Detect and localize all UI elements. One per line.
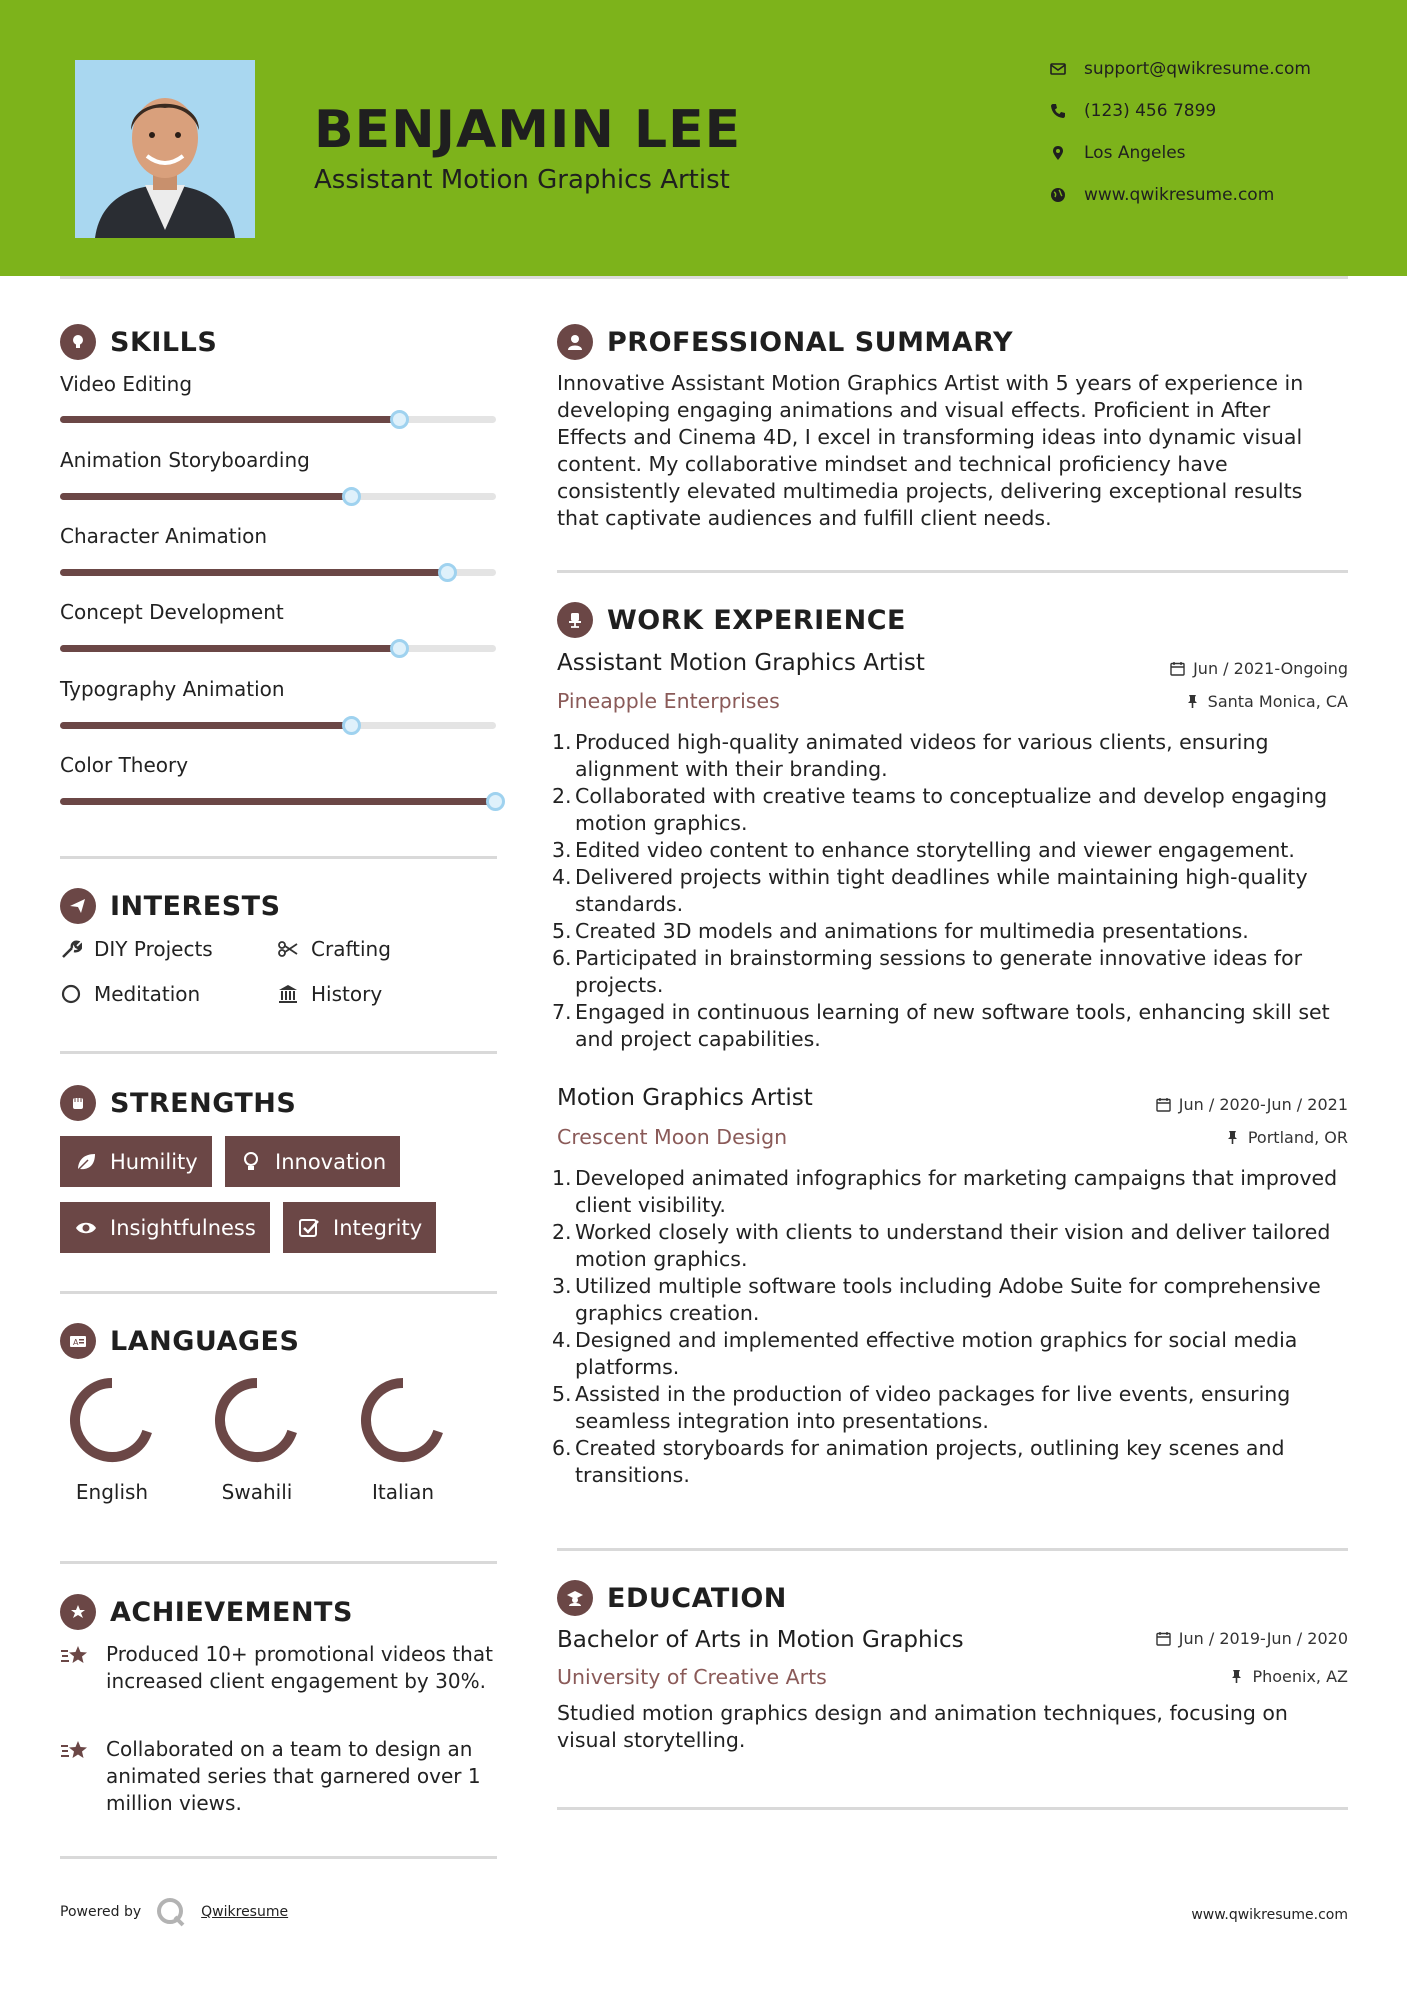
job-bullet: 4. Delivered projects within tight deadlines while maintaining high-quality standards. bbox=[552, 865, 1308, 916]
skill-bar bbox=[60, 569, 496, 576]
job-bullets bbox=[552, 729, 1347, 1053]
lightbulb-icon bbox=[60, 324, 96, 360]
skill-bar-fill bbox=[60, 798, 496, 805]
paper-plane-icon bbox=[60, 888, 96, 924]
job-bullets bbox=[552, 1165, 1347, 1489]
language-item bbox=[192, 1370, 322, 1504]
interest-label: Crafting bbox=[311, 937, 391, 961]
fist-icon bbox=[60, 1085, 96, 1121]
profile-photo bbox=[75, 60, 255, 238]
job-location-text: Portland, OR bbox=[1247, 1128, 1348, 1147]
skill-label: Character Animation bbox=[60, 524, 268, 548]
languages-title: LANGUAGES bbox=[110, 1325, 300, 1357]
skills-title: SKILLS bbox=[110, 326, 218, 358]
summary-title: PROFESSIONAL SUMMARY bbox=[607, 326, 1014, 358]
skill-bar-fill bbox=[60, 645, 400, 652]
strength-label: Integrity bbox=[333, 1215, 423, 1240]
section-divider bbox=[557, 1807, 1348, 1810]
job-bullet: 5. Assisted in the production of video packages for live events, ensuring seamless integration into presentations. bbox=[552, 1382, 1291, 1433]
candidate-name: BENJAMIN LEE bbox=[314, 100, 742, 160]
company-name: Crescent Moon Design bbox=[557, 1125, 788, 1149]
skill-bar bbox=[60, 798, 496, 805]
experience-heading bbox=[557, 602, 906, 638]
interests-heading bbox=[60, 888, 281, 924]
calendar-icon bbox=[1170, 661, 1185, 676]
skills-heading bbox=[60, 324, 217, 360]
calendar-icon bbox=[1156, 1097, 1171, 1112]
pushpin-icon bbox=[1229, 1669, 1244, 1684]
achievement-item bbox=[60, 1736, 500, 1817]
language-item bbox=[47, 1370, 177, 1504]
candidate-title: Assistant Motion Graphics Artist bbox=[314, 165, 730, 195]
wrench-icon bbox=[60, 938, 82, 960]
contact-phone[interactable] bbox=[1050, 101, 1216, 121]
section-divider bbox=[60, 1856, 497, 1859]
strengths-heading bbox=[60, 1085, 296, 1121]
qwikresume-logo-icon bbox=[155, 1896, 187, 1928]
education-description: Studied motion graphics design and animation techniques, focusing on visual storytelling. bbox=[557, 1701, 1288, 1752]
leaf-icon bbox=[74, 1150, 98, 1174]
skill-label: Typography Animation bbox=[60, 677, 285, 701]
circle-icon bbox=[60, 983, 82, 1005]
phone-icon bbox=[1050, 103, 1066, 119]
section-divider bbox=[60, 856, 497, 859]
globe-icon bbox=[1050, 187, 1066, 203]
job-bullet: 2. Worked closely with clients to understand their vision and deliver tailored motion graphics. bbox=[552, 1220, 1331, 1271]
job-title: Motion Graphics Artist bbox=[557, 1085, 813, 1111]
skill-bar-fill bbox=[60, 569, 448, 576]
strength-badge bbox=[60, 1136, 212, 1187]
interest-label: History bbox=[311, 982, 383, 1006]
achievement-text: Collaborated on a team to design an animated series that garnered over 1 million views. bbox=[106, 1737, 481, 1815]
shooting-star-icon bbox=[60, 1738, 92, 1764]
skill-label: Animation Storyboarding bbox=[60, 448, 310, 472]
strength-badge bbox=[225, 1136, 400, 1187]
summary-heading bbox=[557, 324, 1013, 360]
company-name: Pineapple Enterprises bbox=[557, 689, 780, 713]
strength-label: Humility bbox=[110, 1149, 198, 1174]
interest-item bbox=[60, 937, 213, 961]
header-divider bbox=[60, 276, 1348, 279]
contact-email[interactable] bbox=[1050, 59, 1311, 79]
strength-badge bbox=[283, 1202, 436, 1253]
school-name: University of Creative Arts bbox=[557, 1665, 827, 1689]
envelope-icon bbox=[1050, 61, 1066, 77]
scissors-icon bbox=[277, 938, 299, 960]
graduate-icon bbox=[557, 1580, 593, 1616]
skill-bar-knob bbox=[486, 792, 505, 811]
language-label: English bbox=[75, 1480, 149, 1504]
job-bullet: 6. Participated in brainstorming sessions to generate innovative ideas for projects. bbox=[552, 946, 1303, 997]
job-bullet: 3. Utilized multiple software tools including Adobe Suite for comprehensive graphics creation. bbox=[552, 1274, 1321, 1325]
map-pin-icon bbox=[1050, 145, 1066, 161]
lightbulb-icon bbox=[239, 1150, 263, 1174]
interest-item bbox=[277, 937, 391, 961]
language-ring-arc bbox=[75, 1383, 147, 1457]
interest-item bbox=[60, 982, 200, 1006]
job-bullet: 3. Edited video content to enhance storytelling and viewer engagement. bbox=[552, 838, 1295, 862]
job-dates bbox=[1170, 659, 1348, 678]
section-divider bbox=[60, 1291, 497, 1294]
section-divider bbox=[557, 570, 1348, 573]
interest-label: Meditation bbox=[94, 982, 201, 1006]
interest-item bbox=[277, 982, 382, 1006]
qwikresume-link[interactable]: Qwikresume bbox=[201, 1904, 289, 1920]
summary-text: Innovative Assistant Motion Graphics Artist with 5 years of experience in developing engaging animations and visual effects. Proficient in After Effects and Cinema 4D, I excel in transforming ideas into dynamic visual content. My collaborative mindset and technical proficiency have consistently elevated multimedia projects, delivering exceptional results that captivate audiences and fulfill client needs. bbox=[557, 371, 1304, 530]
strength-label: Insightfulness bbox=[110, 1215, 256, 1240]
contact-website-text: www.qwikresume.com bbox=[1084, 185, 1275, 205]
achievements-heading bbox=[60, 1594, 353, 1630]
language-ring bbox=[207, 1370, 307, 1470]
skill-bar-knob bbox=[390, 410, 409, 429]
skill-bar bbox=[60, 416, 496, 423]
education-heading bbox=[557, 1580, 787, 1616]
language-label: Italian bbox=[371, 1480, 435, 1504]
skill-bar-knob bbox=[390, 639, 409, 658]
skill-bar-knob bbox=[342, 716, 361, 735]
skill-bar bbox=[60, 493, 496, 500]
education-location-text: Phoenix, AZ bbox=[1252, 1667, 1348, 1686]
job-dates-text: Jun / 2021-Ongoing bbox=[1193, 659, 1348, 678]
education-location bbox=[1229, 1667, 1348, 1686]
experience-title: WORK EXPERIENCE bbox=[607, 604, 906, 636]
strength-badge bbox=[60, 1202, 270, 1253]
language-ring-arc bbox=[366, 1383, 438, 1457]
language-ring bbox=[62, 1370, 162, 1470]
job-dates-text: Jun / 2020-Jun / 2021 bbox=[1178, 1095, 1348, 1114]
job-location bbox=[1225, 1128, 1348, 1147]
skill-label: Color Theory bbox=[60, 753, 189, 777]
education-title: EDUCATION bbox=[607, 1582, 787, 1614]
section-divider bbox=[60, 1561, 497, 1564]
achievement-text: Produced 10+ promotional videos that increased client engagement by 30%. bbox=[106, 1642, 493, 1693]
skill-label: Concept Development bbox=[60, 600, 284, 624]
job-location bbox=[1185, 692, 1348, 711]
job-bullet: 1. Developed animated infographics for marketing campaigns that improved client visibility. bbox=[552, 1166, 1338, 1217]
language-card-icon bbox=[60, 1323, 96, 1359]
degree-title: Bachelor of Arts in Motion Graphics bbox=[557, 1627, 964, 1653]
skill-label: Video Editing bbox=[60, 372, 193, 396]
skill-bar-fill bbox=[60, 722, 352, 729]
skill-bar-knob bbox=[438, 563, 457, 582]
contact-location bbox=[1050, 143, 1186, 163]
contact-website[interactable] bbox=[1050, 185, 1274, 205]
job-bullet: 1. Produced high-quality animated videos for various clients, ensuring alignment with their branding. bbox=[552, 730, 1269, 781]
achievements-title: ACHIEVEMENTS bbox=[110, 1596, 353, 1628]
education-dates-text: Jun / 2019-Jun / 2020 bbox=[1178, 1629, 1348, 1648]
job-dates bbox=[1156, 1095, 1348, 1114]
interests-title: INTERESTS bbox=[110, 890, 281, 922]
calendar-icon bbox=[1156, 1631, 1171, 1646]
footer-website[interactable]: www.qwikresume.com bbox=[1191, 1907, 1348, 1923]
star-badge-icon bbox=[60, 1594, 96, 1630]
section-divider bbox=[60, 1051, 497, 1054]
footer-powered-by bbox=[60, 1896, 288, 1928]
contact-phone-text: (123) 456 7899 bbox=[1084, 101, 1217, 121]
skill-bar-fill bbox=[60, 416, 400, 423]
office-chair-icon bbox=[557, 602, 593, 638]
eye-icon bbox=[74, 1216, 98, 1240]
contact-location-text: Los Angeles bbox=[1084, 143, 1186, 163]
powered-by-label: Powered by bbox=[60, 1904, 142, 1920]
education-dates bbox=[1156, 1629, 1348, 1648]
job-bullet: 2. Collaborated with creative teams to conceptualize and develop engaging motion graphics. bbox=[552, 784, 1328, 835]
job-bullet: 5. Created 3D models and animations for multimedia presentations. bbox=[552, 919, 1249, 943]
pushpin-icon bbox=[1225, 1130, 1240, 1145]
shooting-star-icon bbox=[60, 1643, 92, 1669]
skill-bar-knob bbox=[342, 487, 361, 506]
svg-text:A: A bbox=[73, 1338, 79, 1347]
user-icon bbox=[557, 324, 593, 360]
language-ring bbox=[353, 1370, 453, 1470]
skill-bar-fill bbox=[60, 493, 352, 500]
achievement-item bbox=[60, 1641, 500, 1695]
languages-heading bbox=[60, 1323, 299, 1359]
check-square-icon bbox=[297, 1216, 321, 1240]
job-location-text: Santa Monica, CA bbox=[1207, 692, 1348, 711]
skill-bar bbox=[60, 722, 496, 729]
language-item bbox=[338, 1370, 468, 1504]
institution-icon bbox=[277, 983, 299, 1005]
contact-email-text: support@qwikresume.com bbox=[1084, 59, 1311, 79]
section-divider bbox=[557, 1548, 1348, 1551]
skill-bar bbox=[60, 645, 496, 652]
header-banner bbox=[0, 0, 1407, 276]
strength-label: Innovation bbox=[275, 1149, 387, 1174]
language-ring-arc bbox=[220, 1383, 292, 1457]
language-label: Swahili bbox=[221, 1480, 293, 1504]
interest-label: DIY Projects bbox=[94, 937, 213, 961]
job-bullet: 6. Created storyboards for animation projects, outlining key scenes and transitions. bbox=[552, 1436, 1285, 1487]
pushpin-icon bbox=[1185, 694, 1200, 709]
strengths-title: STRENGTHS bbox=[110, 1087, 297, 1119]
job-bullet: 4. Designed and implemented effective motion graphics for social media platforms. bbox=[552, 1328, 1298, 1379]
job-title: Assistant Motion Graphics Artist bbox=[557, 650, 925, 676]
job-bullet: 7. Engaged in continuous learning of new software tools, enhancing skill set and project capabilities. bbox=[552, 1000, 1330, 1051]
